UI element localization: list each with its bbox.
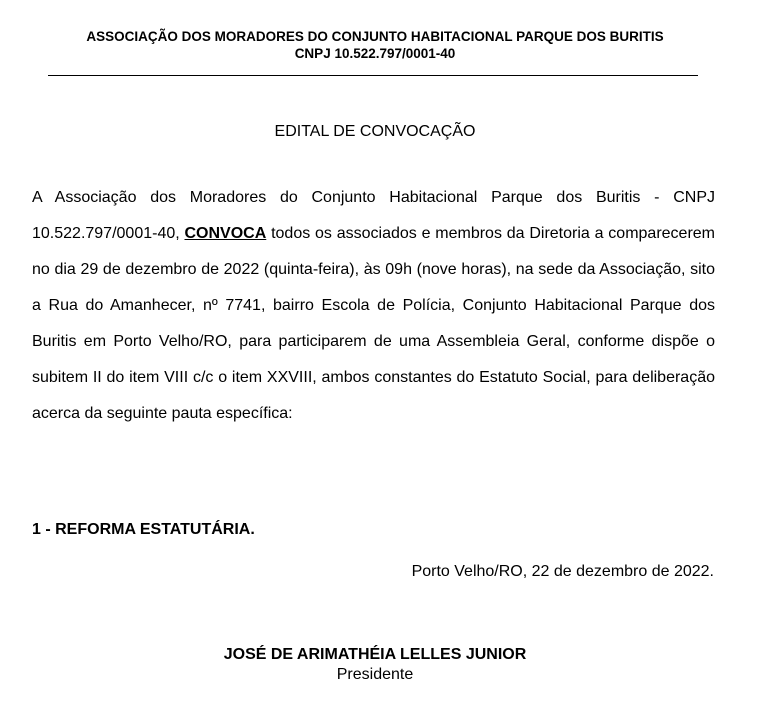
header-divider [48, 75, 698, 76]
signatory-role: Presidente [336, 666, 414, 683]
signatory-name: JOSÉ DE ARIMATHÉIA LELLES JUNIOR [223, 646, 527, 663]
association-cnpj: CNPJ 10.522.797/0001-40 [294, 46, 456, 61]
document-title: EDITAL DE CONVOCAÇÃO [274, 123, 476, 140]
paragraph-text-start: A Associação dos Moradores do Conjunto Habitacional Parque dos Buritis - CNPJ 10.522.797/0001-40, [32, 189, 715, 242]
paragraph-text-end: todos os associados e membros da Diretoria a comparecerem no dia 29 de dezembro de 2022 (quinta-feira), às 09h (nove horas), na sede da Associação, sito a Rua do Amanhecer, nº 7741, bairro Escola de Polícia, Conjunto Habitacional Parque dos Buritis em Porto Velho/RO, para participarem de uma Assembleia Geral, conforme dispõe o subitem II do item VIII c/c o item XXVIII, ambos constantes do Estatuto Social, para deliberação acerca da seguinte pauta específica: [32, 225, 716, 422]
place-and-date: Porto Velho/RO, 22 de dezembro de 2022. [411, 563, 714, 580]
convocation-paragraph [32, 180, 715, 432]
letterhead [30, 28, 720, 62]
convoca-keyword: CONVOCA [184, 225, 267, 242]
association-name: ASSOCIAÇÃO DOS MORADORES DO CONJUNTO HABITACIONAL PARQUE DOS BURITIS [86, 29, 664, 44]
agenda-item: 1 - REFORMA ESTATUTÁRIA. [32, 521, 255, 538]
